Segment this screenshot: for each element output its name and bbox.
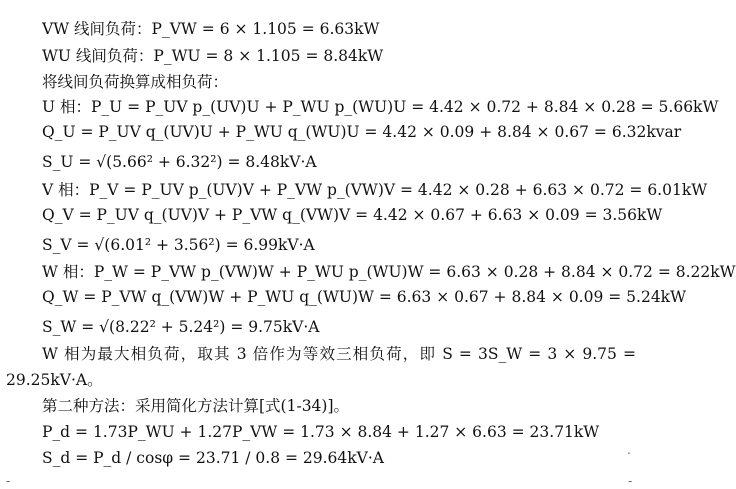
margin-mark: - (6, 474, 11, 488)
line-equivalent-load-result: 29.25kV·A。 (6, 371, 103, 389)
line-vw-load: VW 线间负荷：P_VW = 6 × 1.105 = 6.63kW (42, 20, 380, 38)
line-w-phase-q: Q_W = P_VW q_(VW)W + P_WU q_(WU)W = 6.63 × 0.67 + 8.84 × 0.09 = 5.24kW (42, 288, 687, 306)
line-u-phase-q: Q_U = P_UV q_(UV)U + P_WU q_(WU)U = 4.42 × 0.09 + 8.84 × 0.67 = 6.32kvar (42, 123, 682, 141)
line-u-phase-s: S_U = √(5.66² + 6.32²) = 8.48kV·A (42, 153, 317, 171)
line-v-phase-q: Q_V = P_UV q_(UV)V + P_VW q_(VW)V = 4.42 × 0.67 + 6.63 × 0.09 = 3.56kW (42, 206, 663, 224)
line-second-method-heading: 第二种方法：采用简化方法计算[式(1-34)]。 (42, 397, 350, 415)
line-sd-formula: S_d = P_d / cosφ = 23.71 / 0.8 = 29.64kV·A (42, 449, 384, 467)
line-w-phase-s: S_W = √(8.22² + 5.24²) = 9.75kV·A (42, 318, 320, 336)
line-pd-formula: P_d = 1.73P_WU + 1.27P_VW = 1.73 × 8.84 + 1.27 × 6.63 = 23.71kW (42, 423, 600, 441)
margin-mark: . (627, 443, 631, 457)
line-wu-load: WU 线间负荷：P_WU = 8 × 1.105 = 8.84kW (42, 47, 384, 65)
line-v-phase-p: V 相：P_V = P_UV p_(UV)V + P_VW p_(VW)V = 4.42 × 0.28 + 6.63 × 0.72 = 6.01kW (42, 181, 708, 199)
line-max-phase-statement: W 相为最大相负荷，取其 3 倍作为等效三相负荷，即 S = 3S_W = 3 × 9.75 = (42, 345, 636, 363)
line-v-phase-s: S_V = √(6.01² + 3.56²) = 6.99kV·A (42, 236, 315, 254)
line-w-phase-p: W 相：P_W = P_VW p_(VW)W + P_WU p_(WU)W = 6.63 × 0.28 + 8.84 × 0.72 = 8.22kW (42, 263, 736, 281)
line-conversion-heading: 将线间负荷换算成相负荷： (42, 73, 229, 91)
margin-mark: - (628, 474, 633, 488)
line-u-phase-p: U 相：P_U = P_UV p_(UV)U + P_WU p_(WU)U = 4.42 × 0.72 + 8.84 × 0.28 = 5.66kW (42, 98, 719, 116)
